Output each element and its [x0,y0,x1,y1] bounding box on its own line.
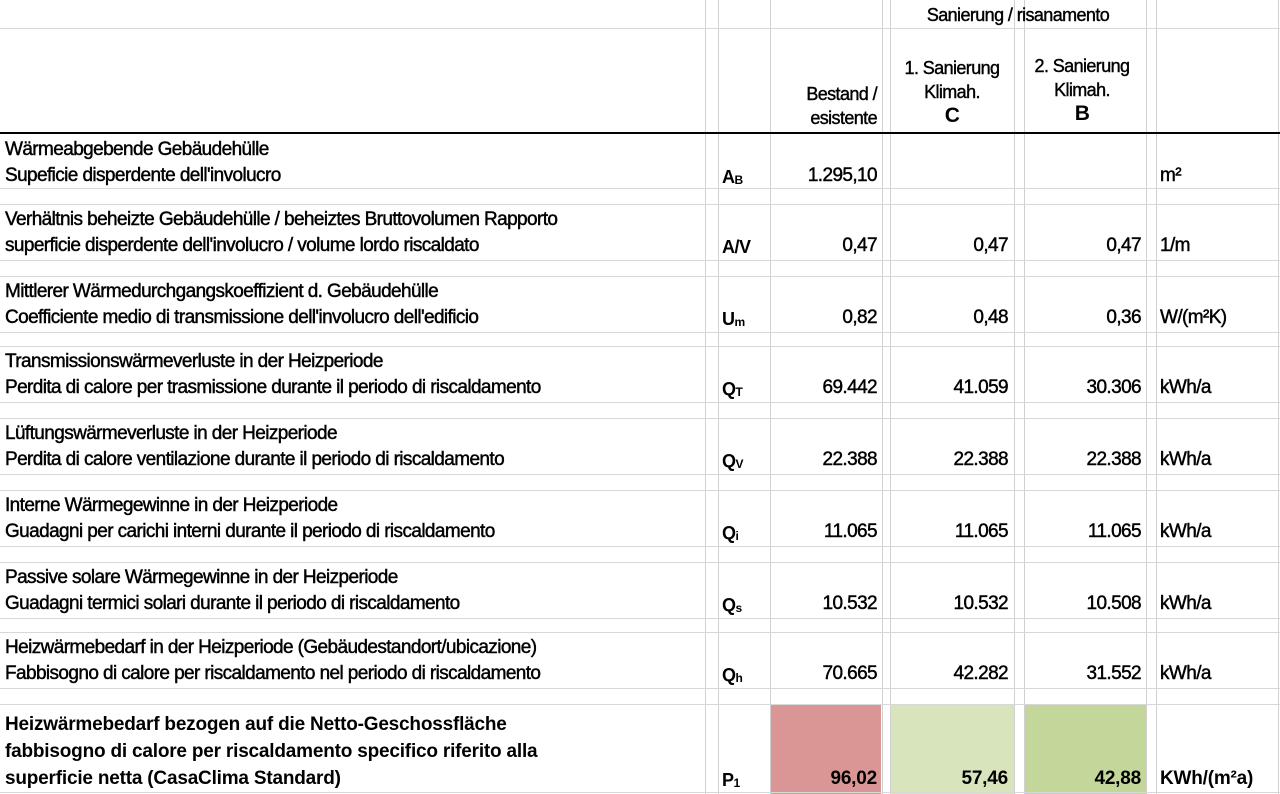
row-existing-value: 0,47 [842,235,877,256]
renov1-header-line2: Klimah. [924,82,980,102]
row-label-it: Perdita di calore per trasmissione durante il periodo di riscaldamento [5,377,541,398]
renov1-column-header [890,56,1014,128]
row-unit: kWh/a [1160,377,1211,398]
row-symbol-sub: m [734,315,745,329]
row-symbol-sub: h [735,671,743,685]
row-label-de: Wärmeabgebende Gebäudehülle [5,139,269,160]
row-unit: kWh/a [1160,521,1211,542]
row-symbol-main: Q [722,523,736,543]
row-symbol-main: A/V [722,237,751,257]
row-unit: 1/m [1160,235,1190,256]
row-symbol-sub: i [735,529,739,543]
row-symbol-main: Q [722,451,736,471]
row-label-de: Heizwärmebedarf in der Heizperiode (Gebäudestandort/ubicazione) [5,637,537,658]
row-symbol [722,663,742,689]
row-symbol [722,521,738,547]
grid-row-line [0,260,1280,261]
grid-row-line [0,474,1280,475]
final-existing-value: 96,02 [830,768,877,789]
row-symbol-sub: s [735,601,742,615]
grid-row-line [0,792,1280,793]
grid-row-line [0,490,1280,491]
grid-row-line [0,632,1280,633]
row-unit: m² [1160,165,1181,186]
grid-row-line [0,346,1280,347]
row-label-de: Passive solare Wärmegewinne in der Heizperiode [5,567,398,588]
grid-row-line [0,276,1280,277]
row-symbol-sub: T [735,385,743,399]
final-symbol-main: P [722,770,734,790]
row-renov2-value: 0,47 [1106,235,1141,256]
final-renov1-value: 57,46 [961,768,1008,789]
row-existing-value: 0,82 [842,307,877,328]
row-existing-value: 10.532 [822,593,877,614]
row-renov1-value: 0,47 [973,235,1008,256]
final-symbol [722,768,740,794]
row-existing-value: 1.295,10 [807,165,877,186]
row-symbol-main: U [722,309,735,329]
row-renov1-value: 0,48 [973,307,1008,328]
grid-col-line [882,0,883,794]
row-renov2-value: 30.306 [1086,377,1141,398]
final-unit: KWh/(m²a) [1160,768,1254,789]
final-label-line2: fabbisogno di calore per riscaldamento specifico riferito alla [5,741,538,762]
grid-row-line [0,688,1280,689]
existing-column-header [770,82,881,130]
grid-row-line [0,618,1280,619]
header-bottom-border [0,132,1280,134]
row-label-it: superficie disperdente dell'involucro / volume lordo riscaldato [5,235,479,256]
row-label-it: Guadagni termici solari durante il periodo di riscaldamento [5,593,460,614]
grid-row-line [0,562,1280,563]
renov1-class-label: C [944,104,960,127]
row-renov1-value: 10.532 [953,593,1008,614]
grid-row-line [0,546,1280,547]
row-symbol [722,377,742,403]
row-label-de: Interne Wärmegewinne in der Heizperiode [5,495,338,516]
final-symbol-sub: 1 [733,776,740,790]
row-unit: kWh/a [1160,663,1211,684]
row-symbol-main: Q [722,379,736,399]
row-renov2-value: 11.065 [1087,521,1141,542]
grid-col-line [1014,0,1015,794]
row-existing-value: 69.442 [822,377,877,398]
final-renov2-value: 42,88 [1094,768,1141,789]
existing-header-line1: Bestand / [806,84,877,104]
row-label-it: Supeficie disperdente dell'involucro [5,165,281,186]
row-existing-value: 11.065 [823,521,877,542]
row-symbol [722,165,743,191]
row-renov2-value: 31.552 [1086,663,1141,684]
renov1-header-line1: 1. Sanierung [904,58,1000,78]
grid-col-line [1278,0,1279,794]
grid-col-line [1146,0,1147,794]
grid-row-line [0,188,1280,189]
grid-col-line [718,0,719,794]
row-renov2-value: 0,36 [1106,307,1141,328]
row-unit: kWh/a [1160,449,1211,470]
row-label-it: Guadagni per carichi interni durante il periodo di riscaldamento [5,521,495,542]
row-renov2-value: 22.388 [1086,449,1141,470]
grid-row-line [0,204,1280,205]
grid-row-line [0,704,1280,705]
row-renov1-value: 42.282 [953,663,1008,684]
grid-row-line [0,332,1280,333]
grid-row-line [0,418,1280,419]
row-label-it: Coefficiente medio di transmissione dell'involucro dell'edificio [5,307,479,328]
row-renov2-value: 10.508 [1086,593,1141,614]
row-existing-value: 22.388 [822,449,877,470]
row-label-de: Verhältnis beheizte Gebäudehülle / beheiztes Bruttovolumen Rapporto [5,209,558,230]
renov2-header-line2: Klimah. [1054,80,1110,100]
row-unit: kWh/a [1160,593,1211,614]
row-symbol-sub: V [735,457,744,471]
grid-col-line [705,0,706,794]
grid-row-line [0,402,1280,403]
existing-header-line2: esistente [810,108,877,128]
row-label-de: Transmissionswärmeverluste in der Heizperiode [5,351,383,372]
row-label-it: Perdita di calore ventilazione durante il periodo di riscaldamento [5,449,505,470]
row-symbol [722,449,743,475]
renovation-group-header: Sanierung / risanamento [926,5,1110,25]
final-label-line3: superficie netta (CasaClima Standard) [5,768,341,789]
row-renov1-value: 11.065 [954,521,1008,542]
row-renov1-value: 22.388 [953,449,1008,470]
row-symbol-sub: B [734,173,743,187]
row-label-de: Mittlerer Wärmedurchgangskoeffizient d. Gebäudehülle [5,281,439,302]
row-existing-value: 70.665 [822,663,877,684]
row-symbol [722,593,742,619]
row-label-de: Lüftungswärmeverluste in der Heizperiode [5,423,337,444]
final-label-line1: Heizwärmebedarf bezogen auf die Netto-Geschossfläche [5,714,507,735]
renov2-column-header [1020,54,1144,126]
row-symbol-main: Q [722,665,736,685]
renov2-header-line1: 2. Sanierung [1034,56,1130,76]
row-unit: W/(m²K) [1160,307,1227,328]
row-renov1-value: 41.059 [953,377,1008,398]
grid-row-line [0,28,1280,29]
row-symbol-main: Q [722,595,736,615]
row-symbol-main: A [722,167,735,187]
grid-col-line [1156,0,1157,794]
row-label-it: Fabbisogno di calore per riscaldamento nel periodo di riscaldamento [5,663,541,684]
row-symbol [722,235,751,261]
row-symbol [722,307,745,333]
renov2-class-label: B [1074,102,1090,125]
